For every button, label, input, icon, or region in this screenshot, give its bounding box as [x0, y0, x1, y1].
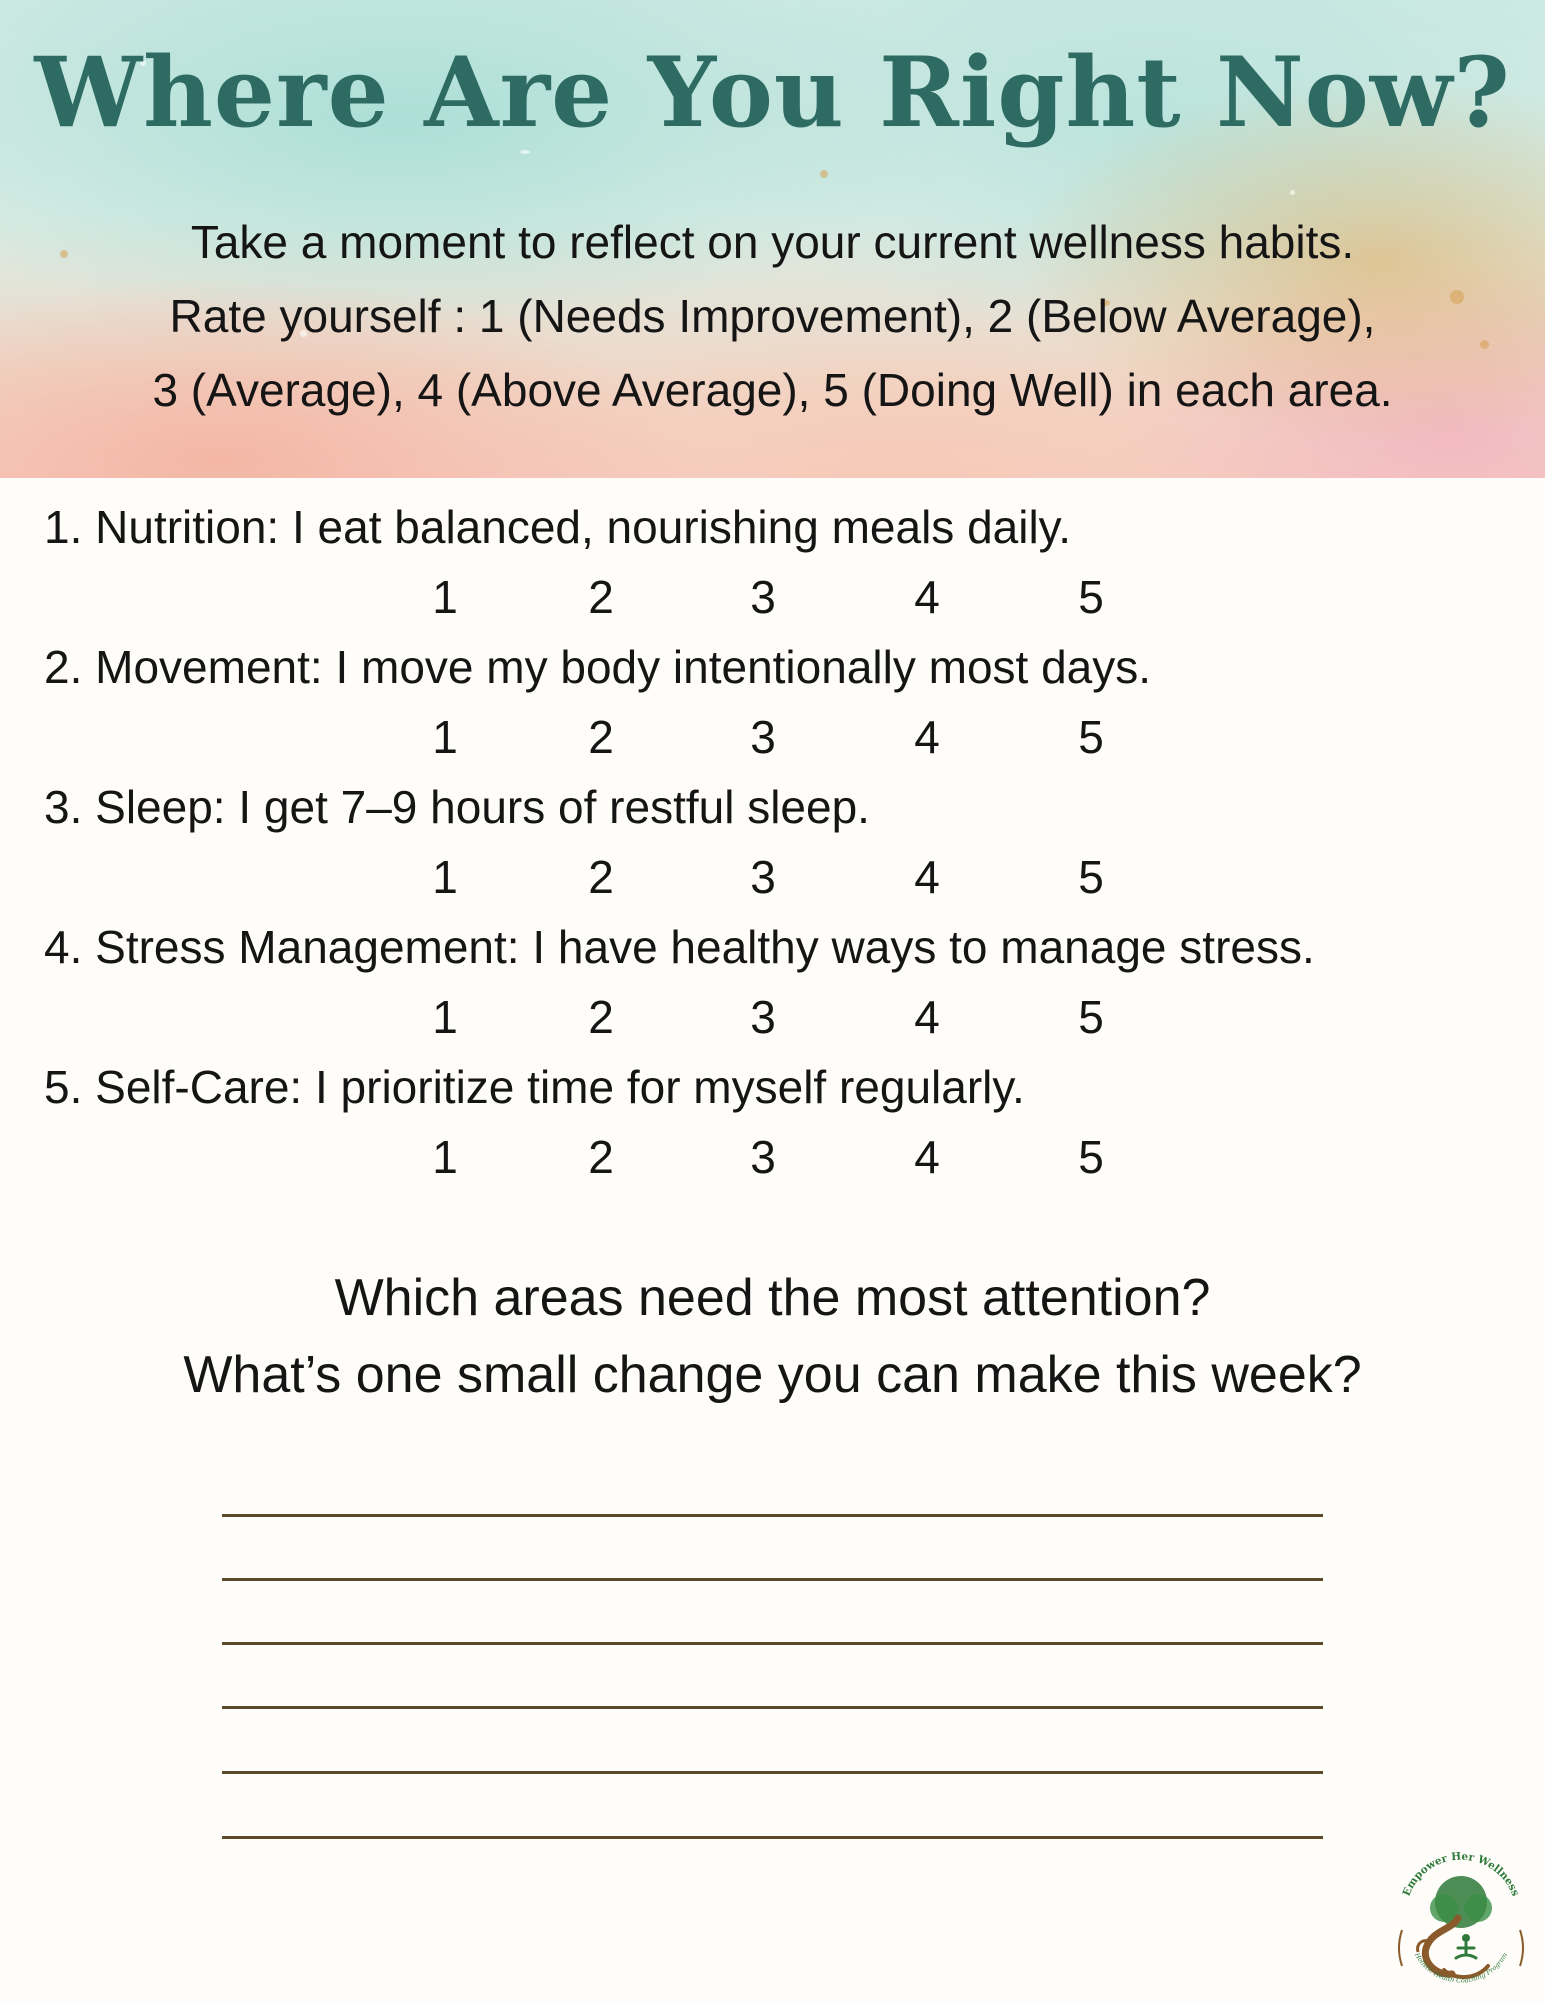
rating-movement-3[interactable]: 3 [750, 711, 776, 763]
rating-stress-3[interactable]: 3 [750, 991, 776, 1043]
rating-nutrition-3[interactable]: 3 [750, 571, 776, 623]
writing-line[interactable] [222, 1706, 1323, 1709]
header-banner [0, 0, 1545, 478]
question-nutrition: 1. Nutrition: I eat balanced, nourishing meals daily. [44, 501, 1072, 553]
reflection-question-1: Which areas need the most attention? [334, 1269, 1211, 1327]
decor-speck [1290, 190, 1295, 195]
writing-line[interactable] [222, 1836, 1323, 1839]
rating-sleep-5[interactable]: 5 [1078, 851, 1104, 903]
writing-line[interactable] [222, 1578, 1323, 1581]
reflection-question-2: What’s one small change you can make this week? [183, 1346, 1362, 1404]
question-movement: 2. Movement: I move my body intentionally most days. [44, 641, 1152, 693]
decor-speck [520, 150, 530, 154]
rating-movement-5[interactable]: 5 [1078, 711, 1104, 763]
rating-self-care-4[interactable]: 4 [914, 1131, 940, 1183]
page-title: Where Are You Right Now? [34, 36, 1511, 149]
rating-nutrition-4[interactable]: 4 [914, 571, 940, 623]
writing-line[interactable] [222, 1514, 1323, 1517]
rating-sleep-2[interactable]: 2 [588, 851, 614, 903]
logo-tagline: Holistic Health Coaching Program [1412, 1951, 1510, 1985]
rating-nutrition-2[interactable]: 2 [588, 571, 614, 623]
question-self-care: 5. Self-Care: I prioritize time for myself regularly. [44, 1061, 1025, 1113]
rating-movement-2[interactable]: 2 [588, 711, 614, 763]
question-stress: 4. Stress Management: I have healthy ways to manage stress. [44, 921, 1315, 973]
intro-text [30, 205, 1515, 427]
rating-movement-1[interactable]: 1 [432, 711, 458, 763]
rating-stress-5[interactable]: 5 [1078, 991, 1104, 1043]
logo-name: Empower Her Wellness [1400, 1850, 1522, 1898]
rating-stress-1[interactable]: 1 [432, 991, 458, 1043]
rating-nutrition-5[interactable]: 5 [1078, 571, 1104, 623]
rating-self-care-5[interactable]: 5 [1078, 1131, 1104, 1183]
brand-logo [1392, 1830, 1530, 1998]
writing-line[interactable] [222, 1771, 1323, 1774]
rating-nutrition-1[interactable]: 1 [432, 571, 458, 623]
rating-movement-4[interactable]: 4 [914, 711, 940, 763]
rating-self-care-1[interactable]: 1 [432, 1131, 458, 1183]
question-sleep: 3. Sleep: I get 7–9 hours of restful sleep. [44, 781, 870, 833]
decor-gold [820, 170, 828, 178]
writing-line[interactable] [222, 1642, 1323, 1645]
rating-sleep-3[interactable]: 3 [750, 851, 776, 903]
intro-line: Rate yourself : 1 (Needs Improvement), 2 (Below Average), [169, 290, 1376, 342]
intro-line: 3 (Average), 4 (Above Average), 5 (Doing Well) in each area. [152, 364, 1393, 416]
rating-sleep-4[interactable]: 4 [914, 851, 940, 903]
tree-meditation-icon [1392, 1830, 1530, 1998]
intro-line: Take a moment to reflect on your current wellness habits. [190, 216, 1355, 268]
rating-stress-2[interactable]: 2 [588, 991, 614, 1043]
rating-self-care-3[interactable]: 3 [750, 1131, 776, 1183]
rating-sleep-1[interactable]: 1 [432, 851, 458, 903]
rating-self-care-2[interactable]: 2 [588, 1131, 614, 1183]
rating-stress-4[interactable]: 4 [914, 991, 940, 1043]
